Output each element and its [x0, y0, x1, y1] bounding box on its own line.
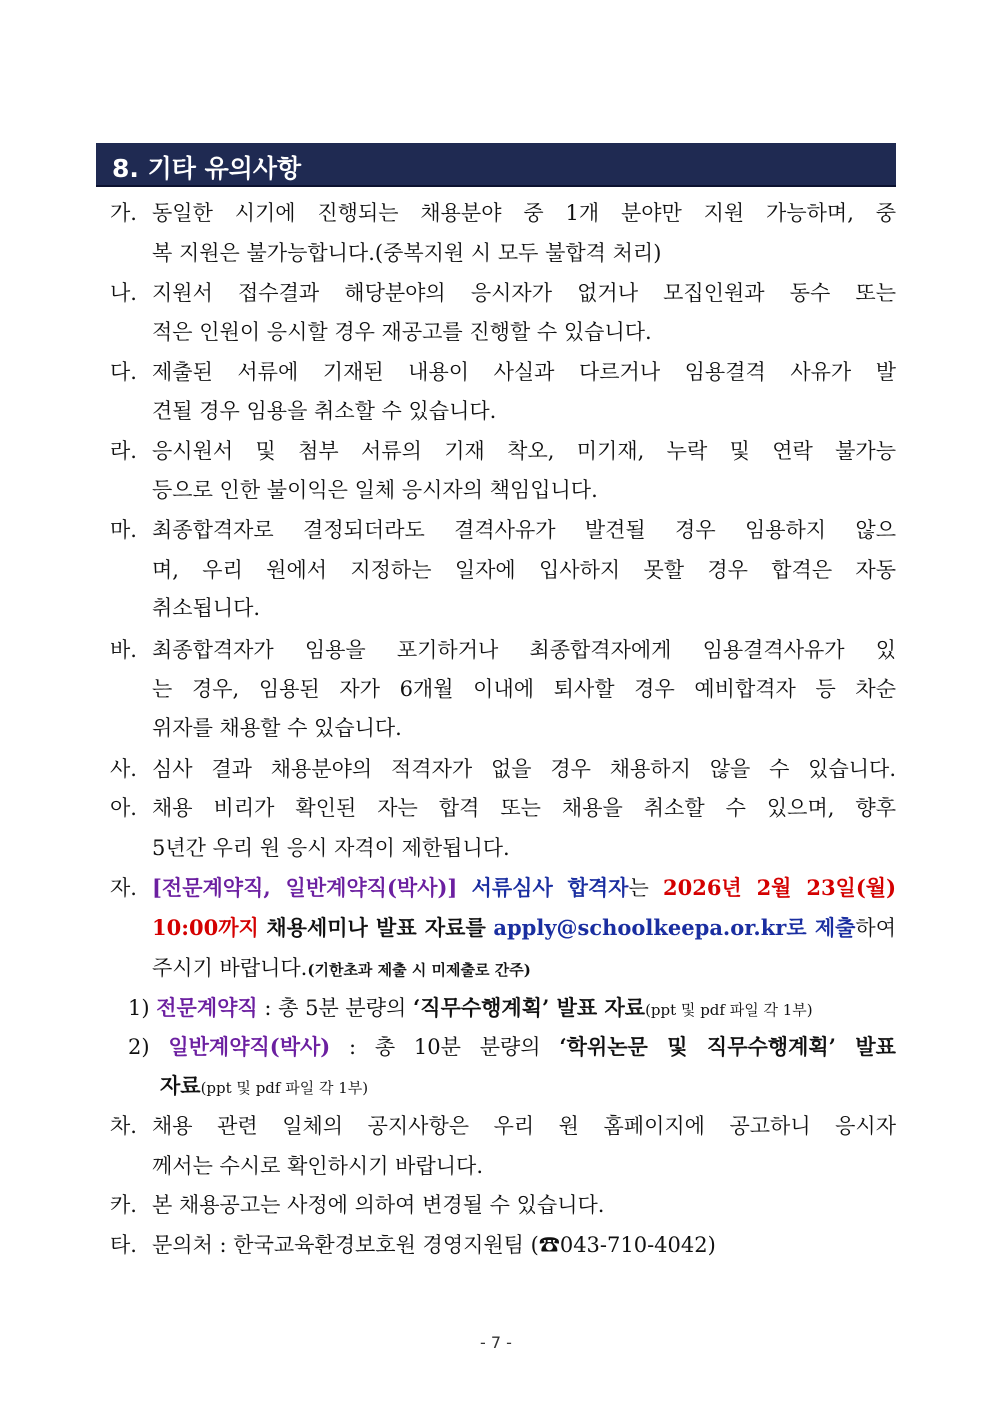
sub-item-text: : 총 5분 분량의 — [264, 996, 407, 1020]
sub-item-number: 2) — [128, 1035, 150, 1059]
sub-item-note: (ppt 및 pdf 파일 각 1부) — [200, 1079, 369, 1097]
list-item-text: 동일한 시기에 진행되는 채용분야 중 1개 분야만 지원 가능하며, 중 — [152, 201, 896, 225]
item-marker: 사. — [110, 757, 137, 781]
list-item-text: 위자를 채용할 수 있습니다. — [152, 716, 402, 740]
submission-email[interactable]: apply@schoolkeepa.or.kr로 제출 — [493, 915, 856, 940]
sub-item-text: : 총 10분 분량의 — [349, 1035, 541, 1059]
seminar-notice-line-1 — [152, 870, 896, 906]
list-item-text: 채용 관련 일체의 공지사항은 우리 원 홈페이지에 공고하니 응시자 — [152, 1114, 896, 1138]
item-marker: 차. — [110, 1114, 137, 1138]
contact-info: 문의처 : 한국교육환경보호원 경영지원팀 (☎043-710-4042) — [152, 1233, 716, 1257]
item-marker: 가. — [110, 201, 137, 225]
sub-item-note: (ppt 및 pdf 파일 각 1부) — [645, 1001, 813, 1019]
list-item-text: 며, 우리 원에서 지정하는 일자에 입사하지 못할 경우 합격은 자동 — [152, 558, 896, 582]
list-item-text: 견될 경우 임용을 취소할 수 있습니다. — [152, 399, 497, 423]
position-categories: [전문계약직, 일반계약직(박사)] — [152, 875, 458, 900]
sub-item-1 — [128, 990, 813, 1026]
item-marker: 자. — [110, 876, 137, 900]
sub-item-label: 일반계약직(박사) — [168, 1034, 331, 1059]
list-item-text: 최종합격자가 임용을 포기하거나 최종합격자에게 임용결격사유가 있 — [152, 638, 896, 662]
deadline-time: 10:00까지 — [152, 915, 259, 940]
sub-item-2 — [128, 1029, 896, 1065]
list-item-text: 등으로 인한 불이익은 일체 응시자의 책임입니다. — [152, 478, 598, 502]
list-item-text: 채용 비리가 확인된 자는 합격 또는 채용을 취소할 수 있으며, 향후 — [152, 796, 896, 820]
list-item-text: 최종합격자로 결정되더라도 결격사유가 발견될 경우 임용하지 않으 — [152, 518, 896, 542]
late-submission-note: (기한초과 제출 시 미제출로 간주) — [307, 961, 531, 979]
sub-item-bold: ‘학위논문 및 직무수행계획’ 발표 — [559, 1034, 896, 1059]
list-item-text: 적은 인원이 응시할 경우 재공고를 진행할 수 있습니다. — [152, 320, 652, 344]
list-item-text: 취소됩니다. — [152, 596, 261, 620]
list-item-text: 는 경우, 임용된 자가 6개월 이내에 퇴사할 경우 예비합격자 등 차순 — [152, 677, 896, 701]
seminar-material-text: 채용세미나 발표 자료를 — [266, 915, 486, 940]
section-header — [96, 143, 896, 187]
seminar-notice-line-2 — [152, 910, 896, 946]
list-item-text: 지원서 접수결과 해당분야의 응시자가 없거나 모집인원과 동수 또는 — [152, 281, 896, 305]
sub-item-number: 1) — [128, 996, 150, 1020]
page-number: - 7 - — [480, 1333, 512, 1352]
deadline-date: 2026년 2월 23일(월) — [662, 875, 896, 900]
request-text: 주시기 바랍니다. — [152, 956, 308, 980]
list-item-text: 5년간 우리 원 응시 자격이 제한됩니다. — [152, 836, 510, 860]
seminar-notice-line-3 — [152, 950, 531, 986]
sub-item-label: 전문계약직 — [156, 995, 258, 1020]
list-item-text: 본 채용공고는 사정에 의하여 변경될 수 있습니다. — [152, 1193, 605, 1217]
particle-text: 하여 — [855, 916, 896, 940]
item-marker: 나. — [110, 281, 137, 305]
list-item-text: 제출된 서류에 기재된 내용이 사실과 다르거나 임용결격 사유가 발 — [152, 360, 896, 384]
item-marker: 라. — [110, 439, 137, 463]
applicant-group: 서류심사 합격자 — [471, 875, 629, 900]
list-item-text: 복 지원은 불가능합니다.(중복지원 시 모두 불합격 처리) — [152, 241, 662, 265]
list-item-text: 께서는 수시로 확인하시기 바랍니다. — [152, 1154, 483, 1178]
section-title: 8. 기타 유의사항 — [112, 154, 302, 183]
item-marker: 카. — [110, 1193, 137, 1217]
item-marker: 아. — [110, 796, 137, 820]
sub-item-bold: ‘직무수행계획’ 발표 자료 — [412, 995, 646, 1020]
item-marker: 바. — [110, 638, 137, 662]
item-marker: 다. — [110, 360, 137, 384]
item-marker: 타. — [110, 1233, 137, 1257]
sub-item-bold: 자료 — [160, 1073, 201, 1098]
list-item-text: 심사 결과 채용분야의 적격자가 없을 경우 채용하지 않을 수 있습니다. — [152, 757, 896, 781]
sub-item-2-continued — [160, 1068, 368, 1104]
item-marker: 마. — [110, 518, 137, 542]
list-item-text: 응시원서 및 첨부 서류의 기재 착오, 미기재, 누락 및 연락 불가능 — [152, 439, 896, 463]
particle-text: 는 — [628, 876, 649, 900]
